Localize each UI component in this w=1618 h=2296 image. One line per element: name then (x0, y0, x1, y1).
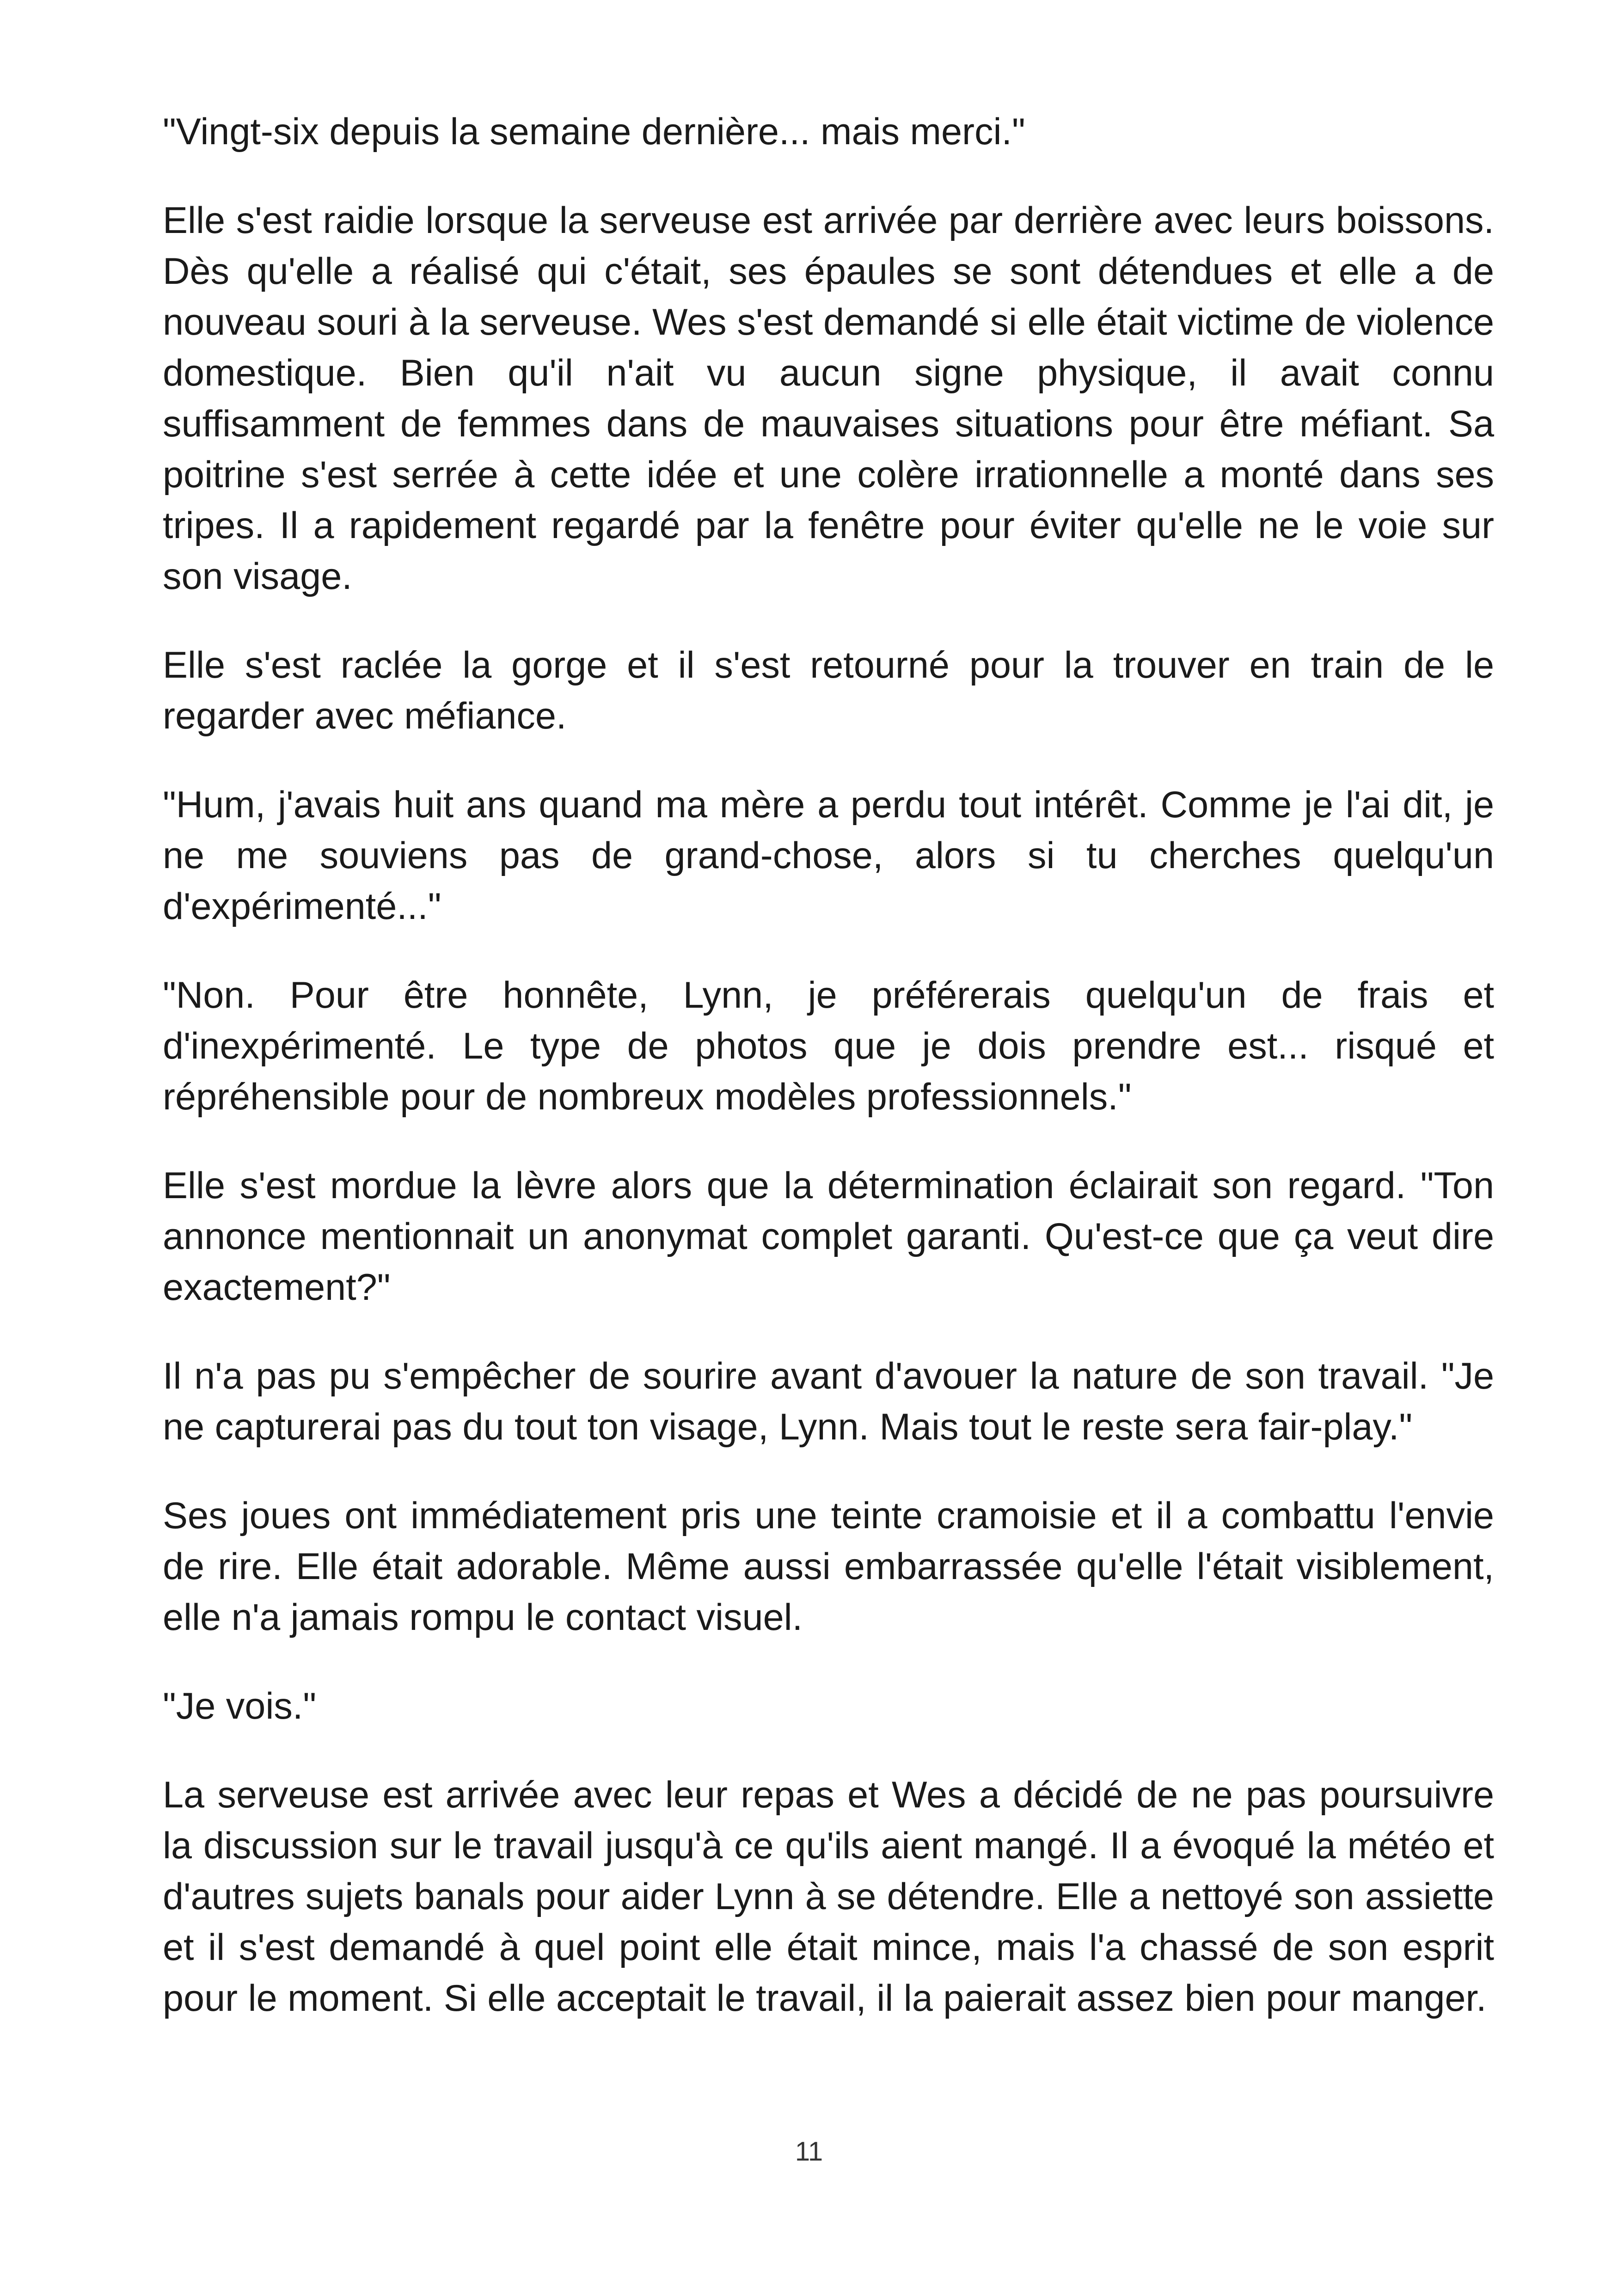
paragraph-4: "Hum, j'avais huit ans quand ma mère a perdu tout intérêt. Comme je l'ai dit, je ne me souviens pas de grand-chose, alors si tu cherches quelqu'un d'expérimenté..." (163, 784, 1494, 927)
body-text (163, 106, 1494, 2024)
paragraph-5: "Non. Pour être honnête, Lynn, je préférerais quelqu'un de frais et d'inexpérimenté. Le type de photos que je dois prendre est... risqué et répréhensible pour de nombreux modèles professionnels." (163, 974, 1494, 1118)
paragraph-10: La serveuse est arrivée avec leur repas et Wes a décidé de ne pas poursuivre la discussion sur le travail jusqu'à ce qu'ils aient mangé. Il a évoqué la météo et d'autres sujets banals pour aider Lynn à se détendre. Elle a nettoyé son assiette et il s'est demandé à quel point elle était mince, mais l'a chassé de son esprit pour le moment. Si elle acceptait le travail, il la paierait assez bien pour manger. (163, 1774, 1494, 2019)
paragraph-3: Elle s'est raclée la gorge et il s'est retourné pour la trouver en train de le regarder avec méfiance. (163, 644, 1494, 737)
paragraph-8: Ses joues ont immédiatement pris une teinte cramoisie et il a combattu l'envie de rire. Elle était adorable. Même aussi embarrassée qu'elle l'était visiblement, elle n'a jamais rompu le contact visuel. (163, 1495, 1494, 1638)
paragraph-7: Il n'a pas pu s'empêcher de sourire avant d'avouer la nature de son travail. "Je ne capturerai pas du tout ton visage, Lynn. Mais tout le reste sera fair-play." (163, 1355, 1494, 1448)
paragraph-6: Elle s'est mordue la lèvre alors que la détermination éclairait son regard. "Ton annonce mentionnait un anonymat complet garanti. Qu'est-ce que ça veut dire exactement?" (163, 1165, 1494, 1308)
paragraph-2: Elle s'est raidie lorsque la serveuse est arrivée par derrière avec leurs boissons. Dès qu'elle a réalisé qui c'était, ses épaules se sont détendues et elle a de nouveau souri à la serveuse. Wes s'est demandé si elle était victime de violence domestique. Bien qu'il n'ait vu aucun signe physique, il avait connu suffisamment de femmes dans de mauvaises situations pour être méfiant. Sa poitrine s'est serrée à cette idée et une colère irrationnelle a monté dans ses tripes. Il a rapidement regardé par la fenêtre pour éviter qu'elle ne le voie sur son visage. (163, 200, 1494, 597)
paragraph-1: "Vingt-six depuis la semaine dernière... mais merci." (163, 111, 1025, 153)
page-number: 11 (795, 2137, 823, 2167)
paragraph-9: "Je vois." (163, 1685, 317, 1727)
